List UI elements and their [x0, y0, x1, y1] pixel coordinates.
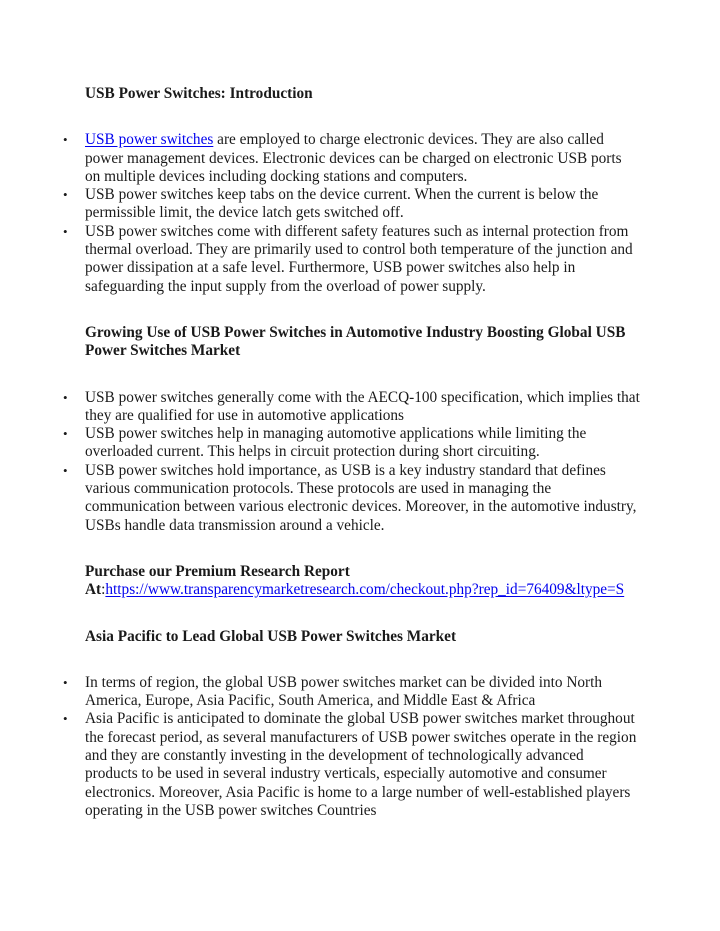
list-item-text: Asia Pacific is anticipated to dominate the global USB power switches market throughout the forecast period, as several manufacturers of USB power switches operate in the region and they are constantly investing in the development of technologically advanced products to be used in several industry verticals, especially automotive and consumer electronics. Moreover, Asia Pacific is home to a large number of well-established players operating in the USB power switches Countries: [85, 710, 637, 819]
asia-pacific-bullet-list: [63, 673, 640, 820]
bullet-icon: •: [63, 711, 68, 727]
list-item: [63, 673, 640, 711]
purchase-colon: :: [101, 581, 106, 599]
list-item-text: USB power switches come with different safety features such as internal protection from thermal overload. They are primarily used to control both temperature of the junction and power dissipation at a safe level. Furthermore, USB power switches also help in safeguarding the input supply from the overload of power supply.: [85, 222, 633, 295]
list-item-text: USB power switches hold importance, as USB is a key industry standard that defines various communication protocols. These protocols are used in managing the communication between various electronic devices. Moreover, in the automotive industry, USBs handle data transmission around a vehicle.: [85, 461, 637, 534]
list-item: [63, 710, 640, 820]
bullet-icon: •: [63, 389, 68, 405]
introduction-bullet-list: [63, 131, 640, 296]
list-item: [63, 131, 640, 186]
section-heading-automotive: Growing Use of USB Power Switches in Automotive Industry Boosting Global USB Power Switches Market: [85, 323, 626, 360]
bullet-icon: •: [63, 462, 68, 478]
purchase-report-link[interactable]: https://www.transparencymarketresearch.com/checkout.php?rep_id=76409&ltype=S: [105, 581, 625, 599]
bullet-icon: •: [63, 132, 68, 148]
automotive-bullet-list: [63, 388, 640, 535]
list-item: [63, 222, 640, 296]
bullet-icon: •: [63, 187, 68, 203]
section-heading-introduction: USB Power Switches: Introduction: [85, 85, 313, 102]
bullet-icon: •: [63, 674, 68, 690]
purchase-report-block: [85, 563, 640, 600]
list-item-text: are employed to charge electronic devices. They are also called power management devices. Electronic devices can be charged on electronic USB ports on multiple devices including docking stations and computers.: [85, 131, 622, 185]
list-item-text: USB power switches generally come with the AECQ-100 specification, which implies that they are qualified for use in automotive applications: [85, 388, 640, 424]
usb-power-switches-link[interactable]: USB power switches: [85, 131, 214, 149]
list-item: [63, 186, 640, 223]
section-heading-asia-pacific: Asia Pacific to Lead Global USB Power Switches Market: [85, 627, 457, 645]
list-item: [63, 461, 640, 535]
list-item-text: In terms of region, the global USB power switches market can be divided into North America, Europe, Asia Pacific, South America, and Middle East & Africa: [85, 673, 603, 710]
list-item-text: USB power switches keep tabs on the device current. When the current is below the permissible limit, the device latch gets switched off.: [85, 186, 599, 222]
list-item: [63, 388, 640, 426]
purchase-label-at: At: [85, 581, 102, 599]
list-item: [63, 425, 640, 462]
list-item-text: USB power switches help in managing automotive applications while limiting the overloaded current. This helps in circuit protection during short circuiting.: [85, 425, 587, 461]
purchase-label: Purchase our Premium Research Report: [85, 562, 350, 580]
bullet-icon: •: [63, 223, 68, 239]
bullet-icon: •: [63, 426, 68, 442]
document-body: [63, 85, 640, 820]
